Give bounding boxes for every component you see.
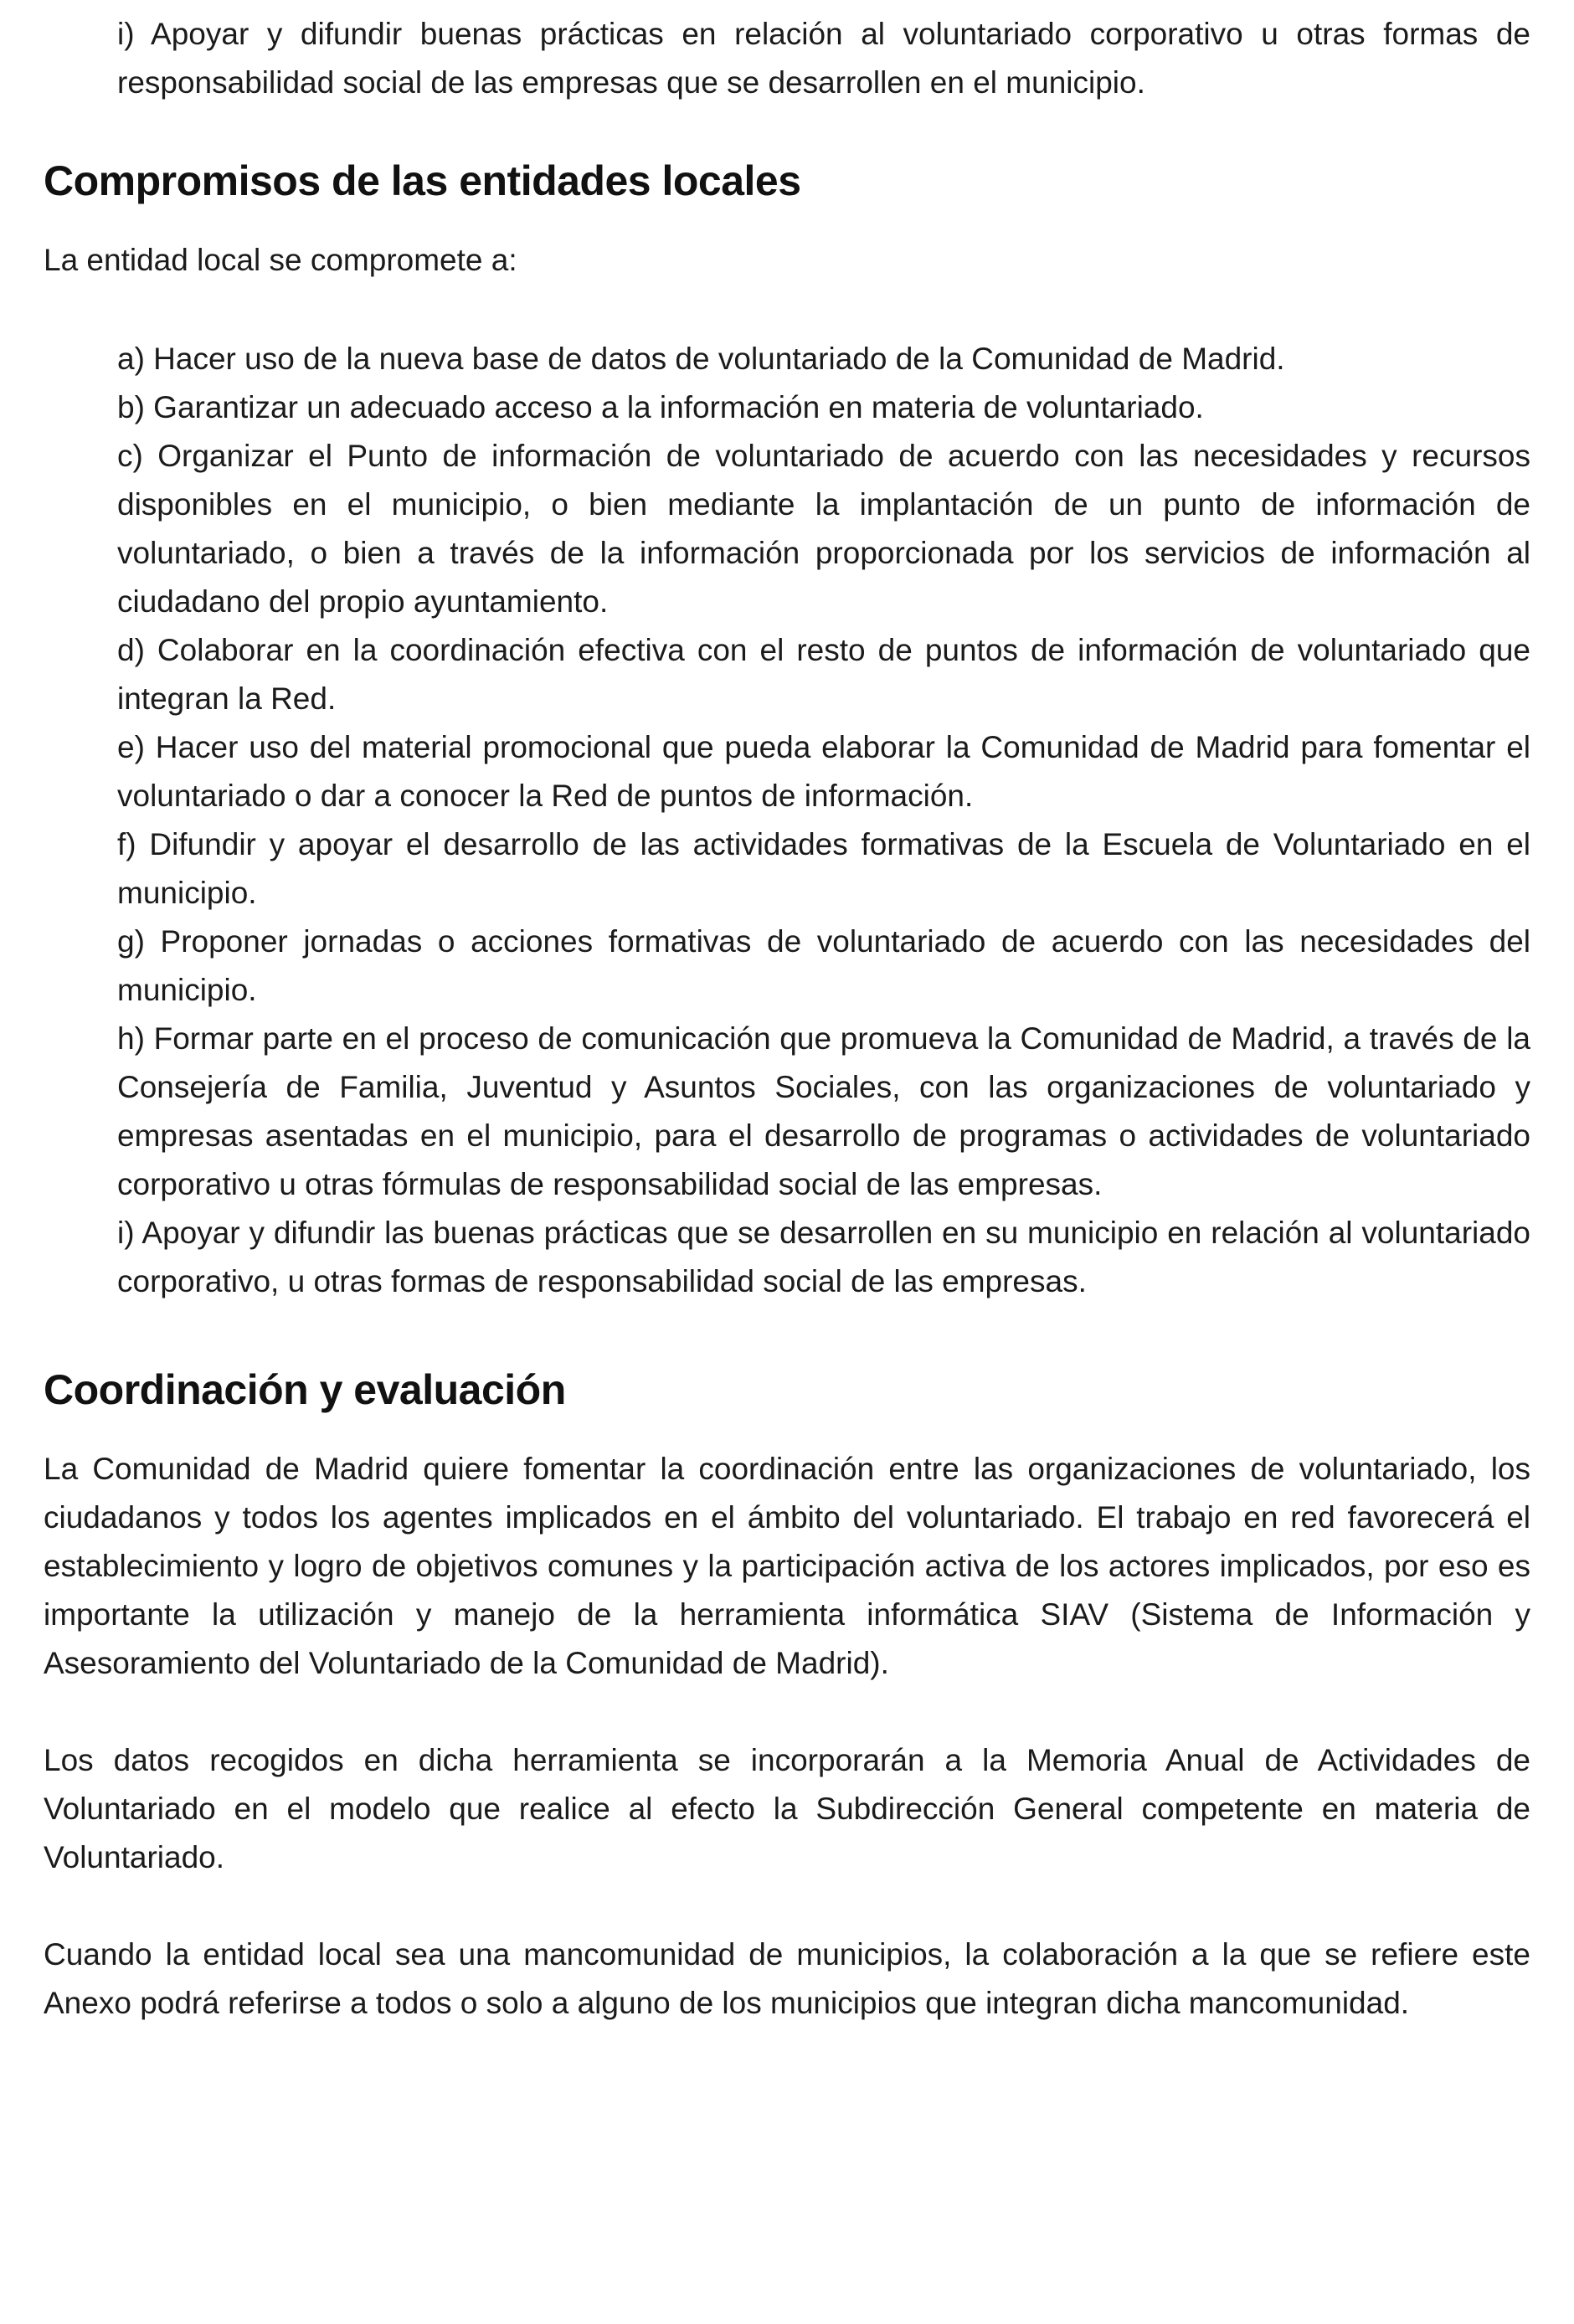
commitment-item-e: e) Hacer uso del material promocional que pueda elaborar la Comunidad de Madrid para fomentar el voluntariado o dar a conocer la Red de puntos de información.: [117, 730, 1530, 813]
paragraph-siav: La Comunidad de Madrid quiere fomentar la coordinación entre las organizaciones de voluntariado, los ciudadanos y todos los agentes implicados en el ámbito del voluntariado. El trabajo en red favorecerá el establecimiento y logro de objetivos comunes y la participación activa de los actores implicados, por eso es importante la utilización y manejo de la herramienta informática SIAV (Sistema de Información y Asesoramiento del Voluntariado de la Comunidad de Madrid).: [44, 1452, 1530, 1680]
paragraph-memoria-anual: Los datos recogidos en dicha herramienta se incorporarán a la Memoria Anual de Actividades de Voluntariado en el modelo que realice al efecto la Subdirección General competente en materia de Voluntariado.: [44, 1743, 1530, 1874]
commitment-item-i: i) Apoyar y difundir las buenas prácticas que se desarrollen en su municipio en relación al voluntariado corporativo, u otras formas de responsabilidad social de las empresas.: [117, 1216, 1530, 1298]
paragraph-mancomunidad: Cuando la entidad local sea una mancomunidad de municipios, la colaboración a la que se refiere este Anexo podrá referirse a todos o solo a alguno de los municipios que integran dicha mancomunidad.: [44, 1937, 1530, 2020]
commitment-item-a: a) Hacer uso de la nueva base de datos de voluntariado de la Comunidad de Madrid.: [117, 342, 1285, 376]
commitment-item-d: d) Colaborar en la coordinación efectiva con el resto de puntos de información de voluntariado que integran la Red.: [117, 633, 1530, 716]
lead-text: La entidad local se compromete a:: [44, 243, 517, 277]
commitment-item-b: b) Garantizar un adecuado acceso a la información en materia de voluntariado.: [117, 390, 1204, 424]
carryover-list-item: i) Apoyar y difundir buenas prácticas en relación al voluntariado corporativo u otras formas de responsabilidad social de las empresas que se desarrollen en el municipio.: [117, 17, 1530, 100]
commitments-list: [117, 335, 1530, 1306]
commitment-item-f: f) Difundir y apoyar el desarrollo de las actividades formativas de la Escuela de Voluntariado en el municipio.: [117, 827, 1530, 910]
section-coordinacion: [44, 1365, 1530, 2028]
section-heading-coordinacion: Coordinación y evaluación: [44, 1366, 566, 1413]
section-compromisos: [44, 156, 1530, 1306]
commitment-item-h: h) Formar parte en el proceso de comunicación que promueva la Comunidad de Madrid, a través de la Consejería de Familia, Juventud y Asuntos Sociales, con las organizaciones de voluntariado y empresas asentadas en el municipio, para el desarrollo de programas o actividades de voluntariado corporativo u otras fórmulas de responsabilidad social de las empresas.: [117, 1021, 1530, 1201]
commitment-item-c: c) Organizar el Punto de información de voluntariado de acuerdo con las necesidades y recursos disponibles en el municipio, o bien mediante la implantación de un punto de información de voluntariado, o bien a través de la información proporcionada por los servicios de información al ciudadano del propio ayuntamiento.: [117, 439, 1530, 619]
section-heading-compromisos: Compromisos de las entidades locales: [44, 157, 801, 204]
commitment-item-g: g) Proponer jornadas o acciones formativas de voluntariado de acuerdo con las necesidades del municipio.: [117, 924, 1530, 1007]
